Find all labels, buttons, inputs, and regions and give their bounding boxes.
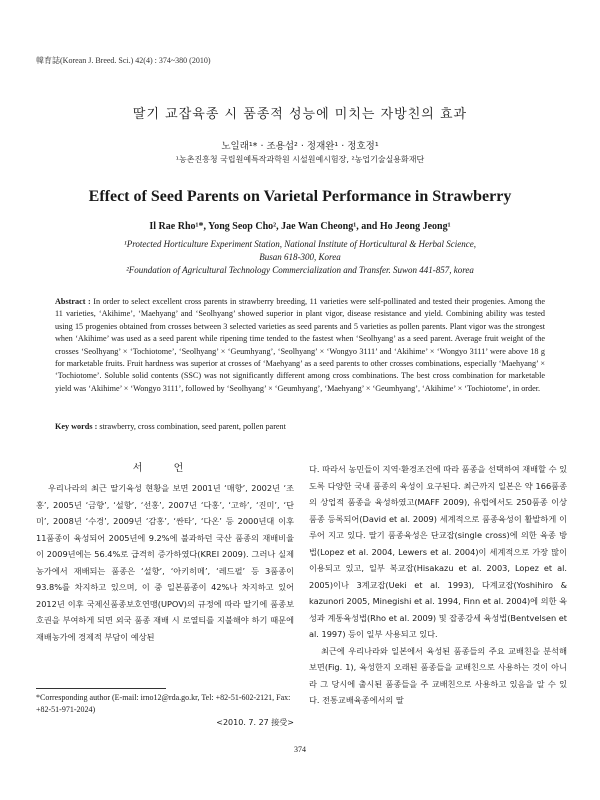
- korean-authors: 노일래¹* · 조용섭² · 정재완¹ · 정호정¹: [221, 141, 379, 152]
- keywords: [55, 422, 545, 431]
- abstract: [55, 296, 545, 395]
- left-column: [36, 480, 294, 645]
- right-column: [309, 461, 567, 709]
- received-date: <2010. 7. 27 接受>: [216, 718, 294, 727]
- intro-paragraph-1: 우리나라의 최근 딸기육성 현황을 보면 2001년 ‘매향’, 2002년 ‘조홍’, 2005년 ‘금향’, ‘설향’, ‘선홍’, 2007년 ‘다홍’, ‘고하’, ‘진미’, ‘단미’, 2008년 ‘수경’, 2009년 ‘감홍’, ‘싼타’, ‘다온’ 등 2000년대 이후 11품종이 육성되어 2005년에 9.2%에 불과하던 국산 품종의 재배비율이 2009년에는 56.4%로 급격히 증가하였다(KREI 2009). 그러나 실제 농가에서 재배되는 품종은 ‘설향’, ‘아키히메’, ‘레드펄’ 등 3품종이 93.8%를 차지하고 있으며, 이 중 일본품종이 42%나 차지하고 있어 2012년 이후 국제신품종보호연맹(UPOV)의 규정에 따라 딸기에 품종보호권을 부여하게 되면 외국 품종 재배 시 로열티를 지불해야 하기 때문에 재배농가에 경제적 부담이 예상된: [36, 483, 294, 642]
- korean-affiliation: ¹농촌진흥청 국립원예특작과학원 시설원예시험장, ²농업기술실용화재단: [175, 155, 425, 164]
- english-affiliation-2: ²Foundation of Agricultural Technology Commercialization and Transfer. Suwon 441-857, korea: [126, 265, 474, 275]
- corresponding-author-footnote: *Corresponding author (E-mail: irno12@rda.go.kr, Tel: +82-51-602-2121, Fax: +82-51-971-2024): [36, 693, 291, 714]
- page-number: 374: [294, 745, 306, 754]
- abstract-text: In order to select excellent cross parents in strawberry breeding, 11 varieties were self-pollinated and tested their progenies. Among the 11 varieties, ‘Akihime’, ‘Maehyang’ and ‘Seolhyang’ showed superior in plant vigor, disease resistance and yield. Combining ability was tested using 15 progenies obtained from crosses between 3 selected varieties as seed parents and 5 varieties as pollen parents. Plant vigor was the strongest when ‘Akihime’ was used as a seed parent while ripening time tended to the fastest when ‘Seolhyang’ as a seed parent. Average fruit weight of the crosses ‘Seolhyang’ × ‘Tochiotome’, ‘Seolhyang’ × ‘Geumhyang’, ‘Seolhyang’ × ‘Wongyo 3111’ and ‘Akihime’ × ‘Wongyo 3111’ were above 18 g for marketable fruits. Fruit hardness was superior at crosses of ‘Maehyang’ as a seed parents to other crosses combinations, especially ‘Maehyang’ × ‘Tochiotome’. Soluble solid contents (SSC) was not significantly different among cross combinations. The best cross combination for marketable yield was ‘Akihime’ × ‘Wongyo 3111’, followed by ‘Seolhyang’ × ‘Geumhyang’, ‘Maehyang’ × ‘Geumhyang’, ‘Akihime’ × ‘Tochiotome’, in order.: [55, 297, 546, 393]
- korean-title: 딸기 교잡육종 시 품종적 성능에 미치는 자방친의 효과: [132, 107, 468, 122]
- running-head: 韓育誌(Korean J. Breed. Sci.) 42(4) : 374~380 (2010): [36, 56, 211, 65]
- english-affiliation-1: ¹Protected Horticulture Experiment Station, National Institute of Horticultural & Herbal Science,: [124, 239, 476, 249]
- abstract-label: Abstract :: [55, 297, 91, 306]
- keywords-label: Key words :: [55, 422, 98, 431]
- intro-paragraph-1-cont: 다. 따라서 농민들이 지역·환경조건에 따라 품종을 선택하여 재배할 수 있도록 다양한 국내 품종의 육성이 요구된다. 최근까지 일본은 약 166품종의 상업적 품종을 육성하였고(MAFF 2009), 유럽에서도 250품종 이상 품종 등록되어(David et al. 2009) 세계적으로 품종육성이 활발하게 이루어 지고 있다. 딸기 품종육성은 단교잡(single cross)에 의한 육종 방법(Lopez et al. 2004, Lewers et al. 2004)이 세계적으로 가장 많이 이용되고 있고, 일부 복교잡(Hisakazu et al. 2003, Lopez et al. 2005)이나 3계교잡(Ueki et al. 1993), 다계교잡(Yoshihiro & kazunori 2005, Minegishi et al. 1994, Finn et al. 2004)에 의한 육성과 계통육성법(Rho et al. 2009) 및 잡종강세 육성법(Bentvelsen et al. 1997) 등이 일부 사용되고 있다.: [309, 464, 567, 639]
- section-heading-introduction: 서 언: [132, 463, 198, 474]
- keywords-text: strawberry, cross combination, seed parent, pollen parent: [99, 422, 286, 431]
- footnote-divider: [36, 688, 166, 689]
- intro-paragraph-2: 최근에 우리나라와 일본에서 육성된 품종들의 주요 교배친을 분석해 보면(Fig. 1), 육성한지 오래된 품종들을 교배친으로 사용하는 것이 아니라 그 당시에 출시된 품종들을 주 교배친으로 사용하고 있음을 알 수 있다. 전통교배육종에서의 딸: [309, 645, 567, 705]
- english-title: Effect of Seed Parents on Varietal Performance in Strawberry: [88, 188, 512, 205]
- english-affiliation-1-cont: Busan 618-300, Korea: [259, 252, 341, 262]
- english-authors: Il Rae Rho¹*, Yong Seop Cho², Jae Wan Cheong¹, and Ho Jeong Jeong¹: [149, 221, 451, 232]
